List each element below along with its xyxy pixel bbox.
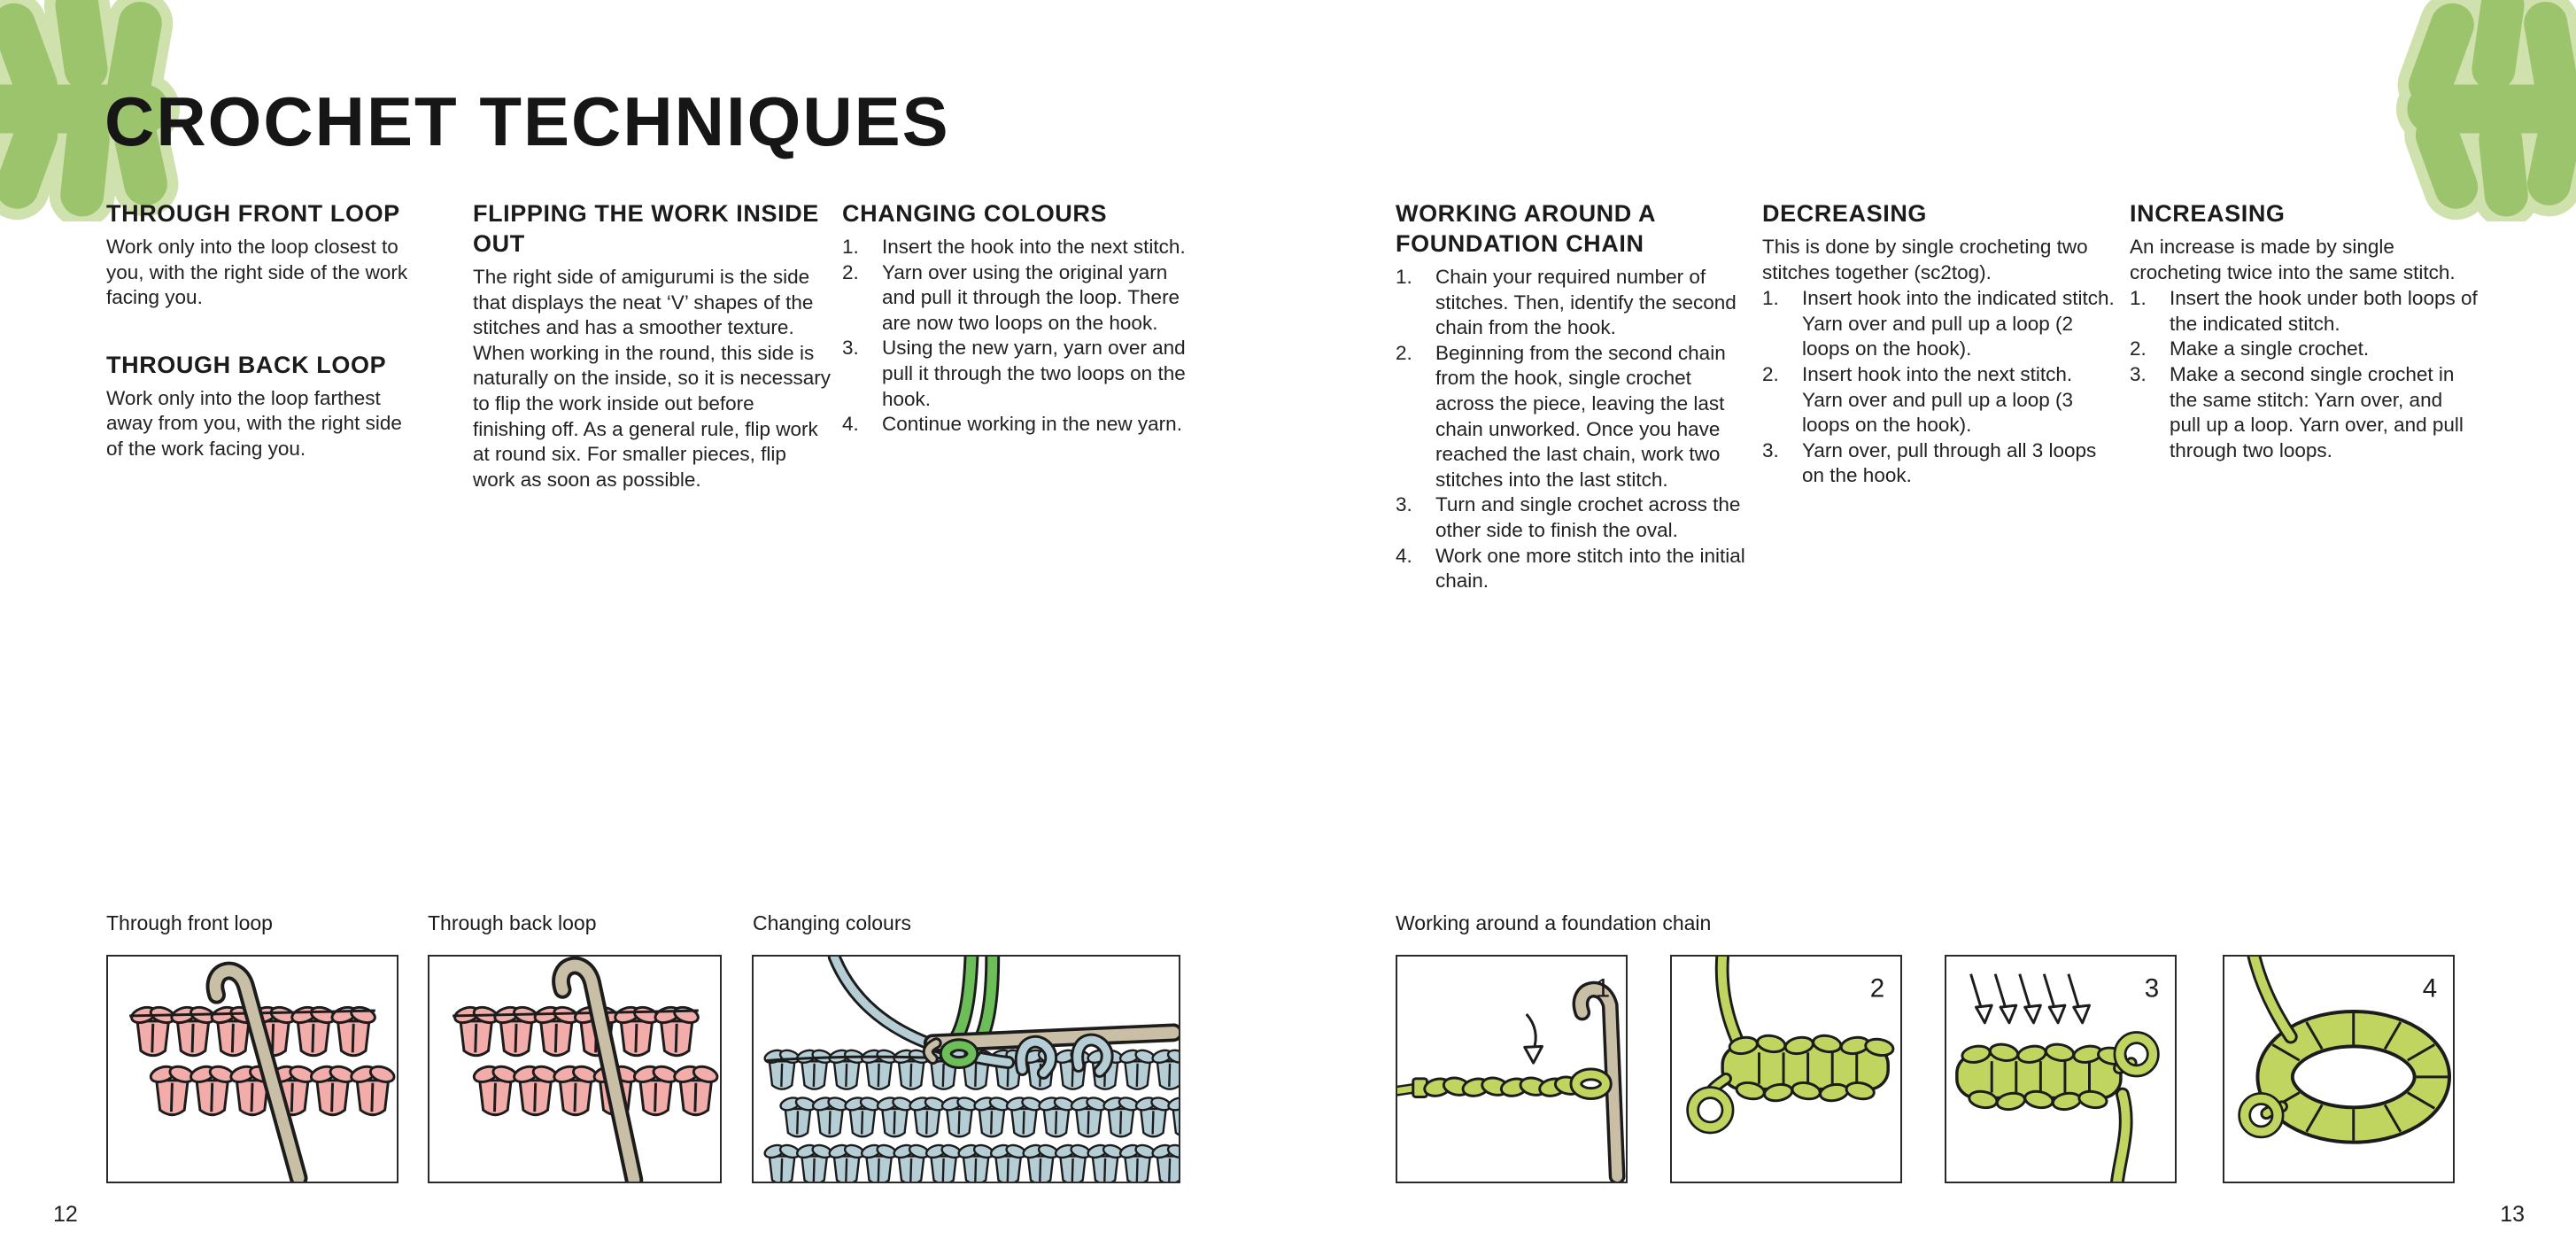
- panel-number: 1: [1595, 973, 1611, 1004]
- figure-through-front-loop: [106, 955, 398, 1183]
- section-decreasing: [1762, 198, 2115, 489]
- column-flipping: [473, 198, 831, 531]
- section-heading: THROUGH FRONT LOOP: [106, 200, 400, 227]
- list-item: 1. Insert the hook into the next stitch.: [842, 236, 1186, 258]
- working-loop-icon: [2119, 1038, 2153, 1071]
- caption-foundation-chain: Working around a foundation chain: [1396, 911, 1712, 934]
- panel-number: 2: [1869, 973, 1885, 1004]
- foundation-chain-step-1-illustration: [1397, 957, 1626, 1182]
- list-item: 4. Continue working in the new yarn.: [842, 413, 1182, 436]
- list-item: 2. Insert hook into the next stitch. Yarn over and pull up a loop (3 loops on the hook).: [1762, 362, 2074, 437]
- figure-through-back-loop: [428, 955, 722, 1183]
- section-body: The right side of amigurumi is the side that displays the neat ‘V’ shapes of the stitches and has a smoother texture. When working in the round, this side is naturally on the inside, so it is necessary to flip the work inside out before finishing off. As a general rule, flip work at round six. For smaller pieces, flip work as soon as possible.: [473, 266, 831, 491]
- column-changing-colours: [842, 198, 1189, 477]
- page-number-left: 12: [53, 1202, 78, 1227]
- list-item: 3. Make a second single crochet in the same stitch: Yarn over, and pull up a loop. Yarn over, and pull through two loops.: [2130, 362, 2464, 461]
- section-intro: This is done by single crocheting two stitches together (sc2tog).: [1762, 236, 2088, 283]
- figure-foundation-chain-step-4: [2223, 955, 2455, 1183]
- column-foundation-chain: [1396, 198, 1750, 633]
- caption-through-front-loop: Through front loop: [106, 911, 273, 934]
- list-item: 3. Turn and single crochet across the other side to finish the oval.: [1396, 493, 1741, 541]
- section-foundation-chain: [1396, 198, 1750, 594]
- section-heading: INCREASING: [2130, 200, 2286, 227]
- section-body: Work only into the loop farthest away from you, with the right side of the work facing you.: [106, 386, 402, 460]
- list-item: 1. Chain your required number of stitches. Then, identify the second chain from the hook.: [1396, 266, 1737, 339]
- figure-changing-colours: [752, 955, 1180, 1183]
- chain-icon: [1397, 1074, 1582, 1097]
- section-heading: CHANGING COLOURS: [842, 200, 1108, 227]
- section-heading: DECREASING: [1762, 200, 1928, 227]
- yarn-loop-icon: [1576, 1074, 1605, 1094]
- panel-number: 3: [2144, 973, 2160, 1004]
- section-heading: FLIPPING THE WORK INSIDE OUT: [473, 200, 819, 257]
- figure-foundation-chain-step-3: [1945, 955, 2177, 1183]
- page-number-right: 13: [2500, 1202, 2525, 1227]
- list-item: 1. Insert the hook under both loops of the indicated stitch.: [2130, 287, 2478, 335]
- pointer-arrow-icon: [1525, 1014, 1543, 1063]
- column-through-loops: [106, 198, 418, 501]
- yarn-strand-icon: [2117, 1095, 2126, 1182]
- caption-changing-colours: Changing colours: [753, 911, 912, 934]
- foundation-chain-step-3-illustration: [1946, 957, 2175, 1182]
- crochet-strip-icon: [1957, 1042, 2127, 1112]
- section-increasing: [2130, 198, 2479, 463]
- caption-through-back-loop: Through back loop: [428, 911, 597, 934]
- column-decreasing: [1762, 198, 2115, 528]
- crochet-strip-icon: [1722, 1034, 1894, 1103]
- list-item: 2. Beginning from the second chain from the hook, single crochet across the piece, leaving the last chain unworked. Once you have reached the last chain, work two stitches into the last stitch.: [1396, 341, 1726, 491]
- section-through-back-loop: [106, 350, 418, 462]
- section-heading: WORKING AROUND A FOUNDATION CHAIN: [1396, 200, 1656, 257]
- list-item: 3. Yarn over, pull through all 3 loops on the hook.: [1762, 438, 2097, 487]
- section-intro: An increase is made by single crocheting twice into the same stitch.: [2130, 236, 2456, 283]
- foundation-chain-step-2-illustration: [1672, 957, 1900, 1182]
- figure-foundation-chain-step-2: [1670, 955, 1902, 1183]
- foundation-chain-step-4-illustration: [2224, 957, 2453, 1182]
- column-increasing: [2130, 198, 2479, 502]
- slip-knot-loop-icon: [1693, 1079, 1728, 1128]
- leaf-decoration-top-right: [2337, 0, 2576, 221]
- list-item: 4. Work one more stitch into the initial chain.: [1396, 544, 1745, 593]
- section-heading: THROUGH BACK LOOP: [106, 351, 387, 378]
- list-item: 3. Using the new yarn, yarn over and pull it through the two loops on the hook.: [842, 337, 1186, 410]
- yarn-strand-icon: [2255, 957, 2291, 1037]
- yarn-strand-icon: [1722, 957, 1737, 1039]
- through-back-loop-illustration: [429, 957, 720, 1182]
- figure-foundation-chain-step-1: [1396, 955, 1628, 1183]
- crochet-oval-icon: [2272, 1013, 2448, 1141]
- slip-knot-loop-icon: [2245, 1098, 2282, 1131]
- page-title: CROCHET TECHNIQUES: [104, 82, 950, 160]
- changing-colours-illustration: [754, 957, 1179, 1182]
- list-item: 1. Insert hook into the indicated stitch. Yarn over and pull up a loop (2 loops on the hook).: [1762, 287, 2115, 360]
- section-changing-colours: [842, 198, 1189, 438]
- section-through-front-loop: [106, 198, 418, 311]
- stitch-arrows-icon: [1971, 974, 2090, 1023]
- list-item: 2. Make a single crochet.: [2130, 337, 2370, 360]
- section-flipping: [473, 198, 831, 492]
- panel-number: 4: [2422, 973, 2438, 1004]
- list-item: 2. Yarn over using the original yarn and pull it through the loop. There are now two loops on the hook.: [842, 260, 1180, 334]
- through-front-loop-illustration: [108, 957, 397, 1182]
- section-body: Work only into the loop closest to you, with the right side of the work facing you.: [106, 236, 408, 309]
